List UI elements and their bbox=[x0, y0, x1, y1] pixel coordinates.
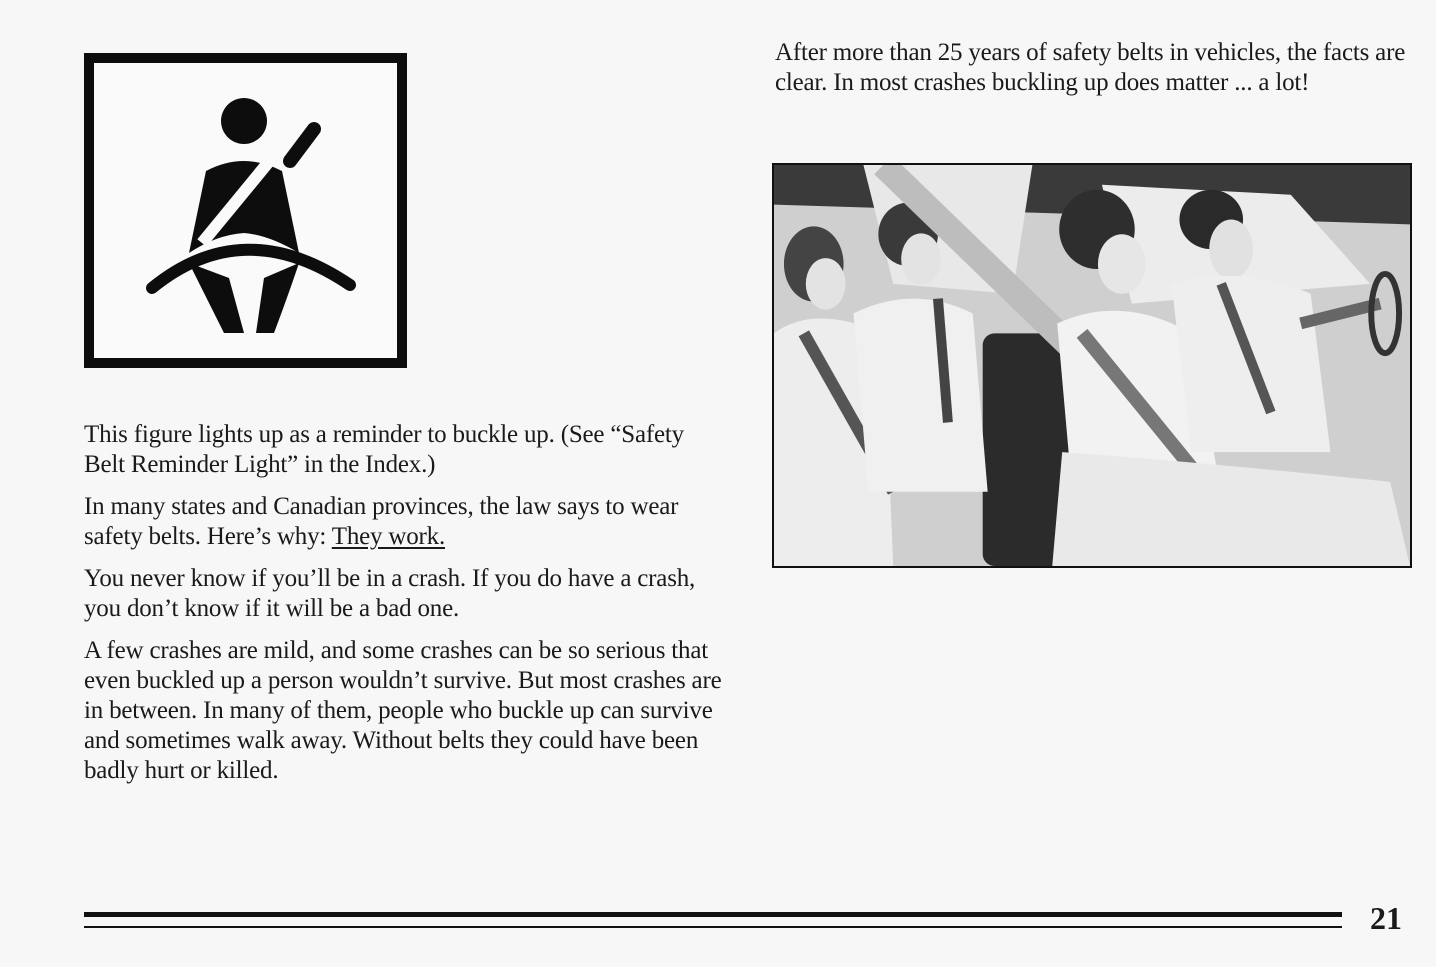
reminder-paragraph: This figure lights up as a reminder to buckle up. (See “Safety Belt Reminder Light” in the Index.) bbox=[84, 421, 684, 478]
crash-unknown-paragraph: You never know if you’ll be in a crash. If you do have a crash, you don’t know if it will be a bad one. bbox=[84, 565, 696, 622]
buckled-passengers-illustration bbox=[772, 163, 1412, 568]
law-paragraph-text: In many states and Canadian provinces, the law says to wear safety belts. Here’s why: bbox=[84, 493, 679, 550]
right-column bbox=[775, 38, 1415, 110]
footer-rule-thick bbox=[84, 912, 1342, 917]
left-column bbox=[84, 420, 724, 798]
footer-rule-thin bbox=[84, 926, 1342, 928]
seatbelt-reminder-icon bbox=[84, 53, 407, 368]
law-paragraph bbox=[84, 492, 724, 552]
seatbelt-figure-icon bbox=[94, 63, 397, 358]
page-number: 21 bbox=[1370, 900, 1402, 936]
crash-severity-paragraph: A few crashes are mild, and some crashes can be so serious that even buckled up a person wouldn’t survive. But most crashes are in between. In many of them, people who buckle up can survive and sometimes walk away. Without belts they could have been badly hurt or killed. bbox=[84, 637, 722, 784]
intro-paragraph: After more than 25 years of safety belts in vehicles, the facts are clear. In most crashes buckling up does matter ... a lot! bbox=[775, 39, 1406, 96]
they-work-underlined: They work. bbox=[331, 523, 446, 550]
